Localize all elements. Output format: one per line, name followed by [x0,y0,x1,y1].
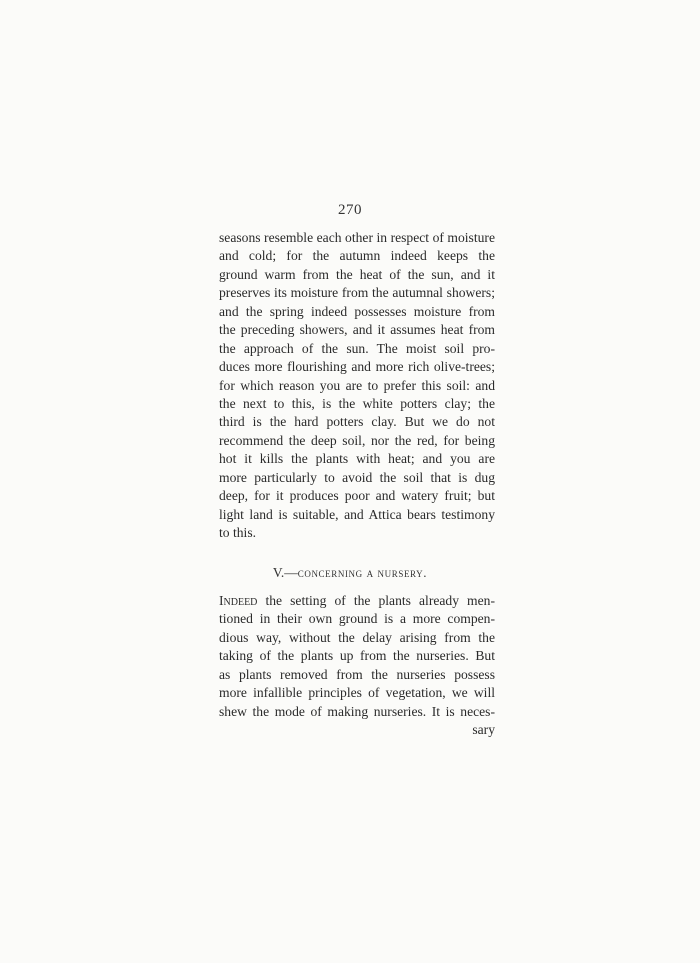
text-line: and the spring indeed possesses moisture from [219,303,495,319]
paragraph-1 [219,229,495,542]
text-line: seasons resemble each other in respect of moisture [219,230,495,245]
text-line: the preceding showers, and it assumes heat from [219,322,495,338]
text-line: the approach of the sun. The moist soil pro- [219,340,495,356]
text-line: tioned in their own ground is a more compen- [219,611,495,627]
text-line: more infallible principles of vegetation, we will [219,685,495,701]
text-line [219,592,495,610]
text-line: third is the hard potters clay. But we do not [219,414,495,430]
section-dash: — [284,565,298,580]
text-line: shew the mode of making nurseries. It is neces- [219,703,495,719]
section-numeral: V. [272,565,285,580]
text-line: and cold; for the autumn indeed keeps the [219,248,495,264]
text-line: light land is suitable, and Attica bears testimony [219,506,495,522]
text-line: preserves its moisture from the autumnal showers; [219,285,495,301]
paragraph-2 [219,592,495,740]
text-line: for which reason you are to prefer this soil: and [219,377,495,393]
section-title: concerning a nursery. [297,565,428,580]
text-line: as plants removed from the nurseries possess [219,666,495,682]
section-heading [0,565,700,581]
text-line: duces more flourishing and more rich olive-trees; [219,359,495,375]
drop-word: Indeed [219,593,258,608]
text-line: ground warm from the heat of the sun, and it [219,266,495,282]
text-line: deep, for it produces poor and watery fruit; but [219,488,495,504]
text-line: hot it kills the plants with heat; and you are [219,451,495,467]
catchword: sary [472,722,495,738]
first-line-rest: the setting of the plants already men- [257,593,495,608]
page-number: 270 [338,202,362,218]
text-line: recommend the deep soil, nor the red, for being [219,432,495,448]
text-line: to this. [219,525,257,540]
text-line: taking of the plants up from the nurseries. But [219,648,495,664]
text-line: the next to this, is the white potters clay; the [219,395,495,411]
text-line: more particularly to avoid the soil that is dug [219,469,495,485]
text-line: dious way, without the delay arising from the [219,629,495,645]
